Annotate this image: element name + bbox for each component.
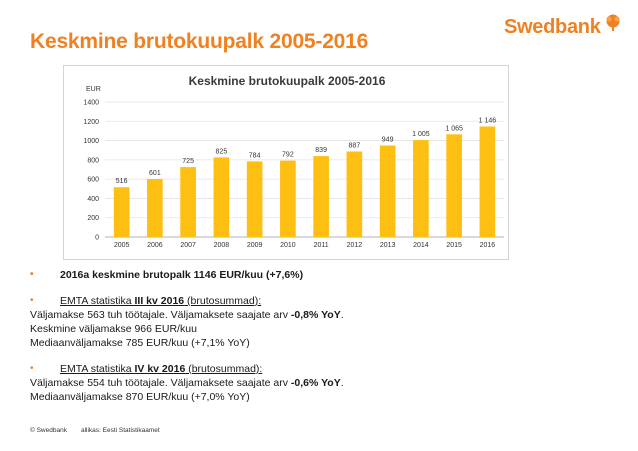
bar-value-label: 949 [381, 136, 394, 144]
bar-value-label: 516 [115, 178, 128, 186]
bar-value-label: 1 065 [445, 125, 463, 133]
bar [247, 161, 263, 237]
detail-text: Väljamakse 554 tuh töötajale. Väljamaksete saajate arv [30, 377, 291, 389]
bullet-dot: • [30, 269, 34, 280]
x-tick-label: 2011 [313, 242, 329, 249]
footer [30, 427, 160, 434]
bar [347, 151, 363, 237]
x-tick-label: 2016 [479, 242, 496, 249]
bar [147, 179, 163, 237]
bar [446, 134, 462, 237]
detail-line: Mediaanväljamakse 870 EUR/kuu (+7,0% YoY) [30, 391, 250, 403]
heading-period: IV kv 2016 [134, 363, 186, 375]
bar [380, 145, 396, 237]
bar [214, 157, 230, 237]
y-tick-label: 400 [87, 195, 99, 203]
swedbank-logo [504, 11, 622, 51]
bullet-text: 2016a keskmine brutopalk 1146 EUR/kuu (+7,6%) [60, 269, 304, 281]
x-tick-label: 2007 [180, 242, 196, 249]
bar [413, 140, 429, 237]
x-tick-label: 2010 [280, 242, 296, 249]
bullet-dot: • [30, 363, 34, 374]
slide-title: Keskmine brutokuupalk 2005-2016 [30, 30, 369, 53]
detail-line: Keskmine väljamakse 966 EUR/kuu [30, 323, 197, 335]
y-tick-label: 1200 [83, 118, 99, 126]
gridlines [105, 102, 504, 237]
y-tick-label: 800 [87, 157, 99, 165]
swedbank-oak-tree-icon [604, 14, 622, 32]
detail-line [30, 376, 620, 390]
bar-value-label: 601 [149, 170, 161, 178]
heading-part: EMTA statistika [60, 295, 135, 307]
bar-data-labels [116, 117, 496, 185]
bullet-heading [30, 362, 620, 376]
y-tick-label: 1000 [83, 138, 99, 146]
bar [280, 161, 296, 237]
y-tick-label: 200 [87, 215, 99, 223]
y-tick-label: 0 [95, 234, 99, 242]
bullet-emta-q4 [30, 362, 620, 404]
bar-chart [64, 66, 510, 261]
yoy-value: -0,8% YoY [290, 309, 341, 321]
bar [313, 156, 329, 237]
bars [114, 126, 495, 237]
bullet-dot: • [30, 295, 34, 306]
y-axis-label: EUR [86, 86, 101, 93]
heading-part: (brutosummad): [185, 363, 263, 375]
bar-value-label: 1 005 [412, 131, 430, 139]
chart-title: Keskmine brutokuupalk 2005-2016 [188, 74, 386, 88]
detail-line: Mediaanväljamakse 785 EUR/kuu (+7,1% YoY) [30, 337, 250, 349]
y-axis-ticks [83, 100, 99, 242]
copyright: © Swedbank [30, 427, 67, 434]
bullet-line [30, 268, 620, 282]
x-tick-label: 2012 [346, 242, 363, 249]
heading-part: EMTA statistika [60, 363, 135, 375]
detail-text: . [340, 309, 344, 321]
bar-value-label: 1 146 [478, 117, 497, 125]
heading-period: III kv 2016 [134, 295, 185, 307]
x-tick-label: 2005 [113, 242, 130, 249]
bar [180, 167, 196, 237]
bar [114, 187, 130, 237]
x-tick-label: 2008 [213, 242, 230, 249]
chart-frame [63, 65, 509, 260]
bullet-list [30, 268, 620, 416]
yoy-value: -0,6% YoY [290, 377, 341, 389]
bar-value-label: 725 [182, 158, 194, 166]
x-tick-label: 2009 [246, 242, 263, 249]
bullet-emta-q3 [30, 294, 620, 350]
bar-value-label: 825 [215, 148, 228, 156]
x-tick-label: 2006 [147, 242, 163, 249]
bar-value-label: 784 [248, 152, 261, 160]
bar-value-label: 887 [348, 142, 361, 150]
bar [480, 126, 496, 237]
x-tick-label: 2014 [413, 242, 429, 249]
bullet-heading [30, 294, 620, 308]
bar-value-label: 839 [315, 147, 327, 155]
detail-text: Väljamakse 563 tuh töötajale. Väljamaksete saajate arv [30, 309, 291, 321]
logo-text: Swedbank [504, 16, 601, 38]
bar-value-label: 792 [282, 151, 294, 159]
x-axis-ticks [114, 242, 495, 249]
y-tick-label: 600 [87, 176, 99, 184]
bullet-2016-average [30, 268, 620, 282]
heading-part: (brutosummad): [184, 295, 262, 307]
detail-text: . [340, 377, 344, 389]
detail-line [30, 308, 620, 322]
x-tick-label: 2015 [446, 242, 462, 249]
source-note: allikas: Eesti Statistikaamet [80, 427, 160, 434]
x-tick-label: 2013 [379, 242, 396, 249]
y-tick-label: 1400 [83, 99, 99, 107]
